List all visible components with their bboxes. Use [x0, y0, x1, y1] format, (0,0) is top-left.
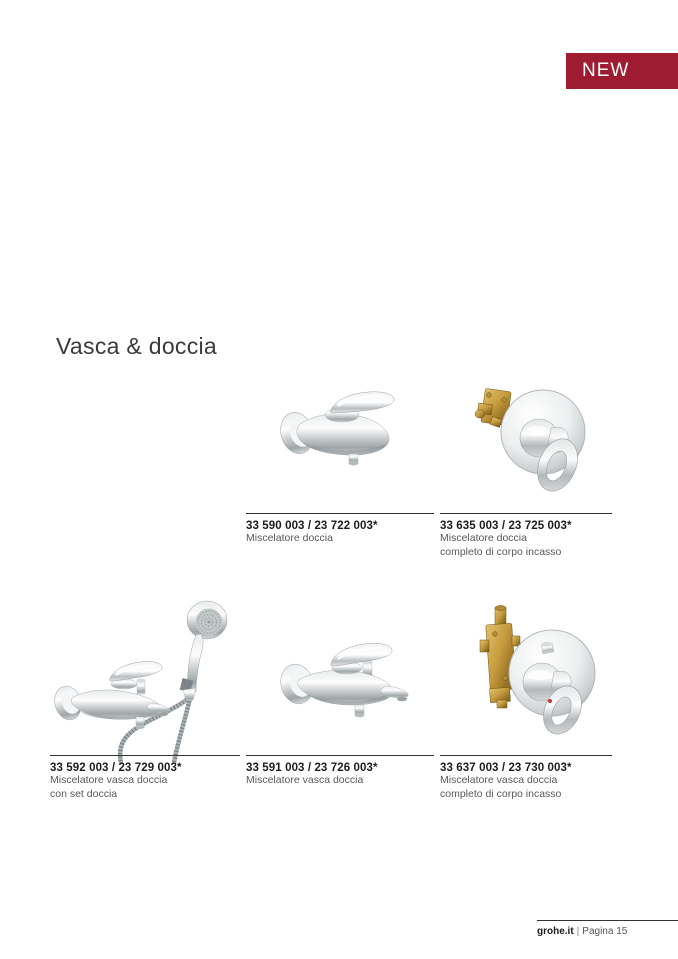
product-info-bath-mixer-concealed	[440, 755, 630, 801]
new-badge: NEW	[566, 53, 678, 89]
footer-divider	[537, 920, 678, 921]
product-divider	[440, 513, 612, 514]
product-code: 33 590 003 / 23 722 003*	[246, 520, 378, 532]
page-footer	[537, 926, 627, 937]
footer-page-number: Pagina 15	[582, 926, 628, 937]
product-info-shower-mixer	[246, 513, 436, 546]
product-divider	[440, 755, 612, 756]
product-desc-line: Miscelatore vasca doccia	[50, 774, 168, 786]
product-photo-bath-mixer-with-shower-set	[50, 595, 260, 765]
product-desc-line: con set doccia	[50, 787, 118, 800]
product-divider	[246, 755, 434, 756]
section-heading: Vasca & doccia	[56, 333, 218, 359]
product-code: 33 591 003 / 23 726 003*	[246, 762, 378, 774]
product-photo-shower-mixer-concealed	[455, 368, 619, 514]
product-info-shower-mixer-concealed	[440, 513, 630, 559]
product-desc-line: completo di corpo incasso	[440, 545, 562, 558]
footer-separator: |	[576, 926, 580, 937]
product-photo-shower-mixer	[243, 380, 425, 510]
product-photo-bath-mixer	[255, 628, 435, 760]
product-desc-line: completo di corpo incasso	[440, 787, 562, 800]
product-info-bath-mixer	[246, 755, 436, 788]
product-code: 33 592 003 / 23 729 003*	[50, 762, 182, 774]
product-code: 33 637 003 / 23 730 003*	[440, 762, 572, 774]
product-desc-line: Miscelatore doccia	[440, 532, 527, 544]
product-desc-line: Miscelatore doccia	[246, 532, 333, 544]
product-desc-line: Miscelatore vasca doccia	[440, 774, 558, 786]
footer-site: grohe.it	[537, 926, 574, 937]
product-code: 33 635 003 / 23 725 003*	[440, 520, 572, 532]
product-divider	[246, 513, 434, 514]
product-photo-bath-mixer-concealed	[450, 598, 625, 762]
product-divider	[50, 755, 240, 756]
product-info-bath-mixer-with-shower-set	[50, 755, 240, 801]
product-desc-line: Miscelatore vasca doccia	[246, 774, 364, 786]
